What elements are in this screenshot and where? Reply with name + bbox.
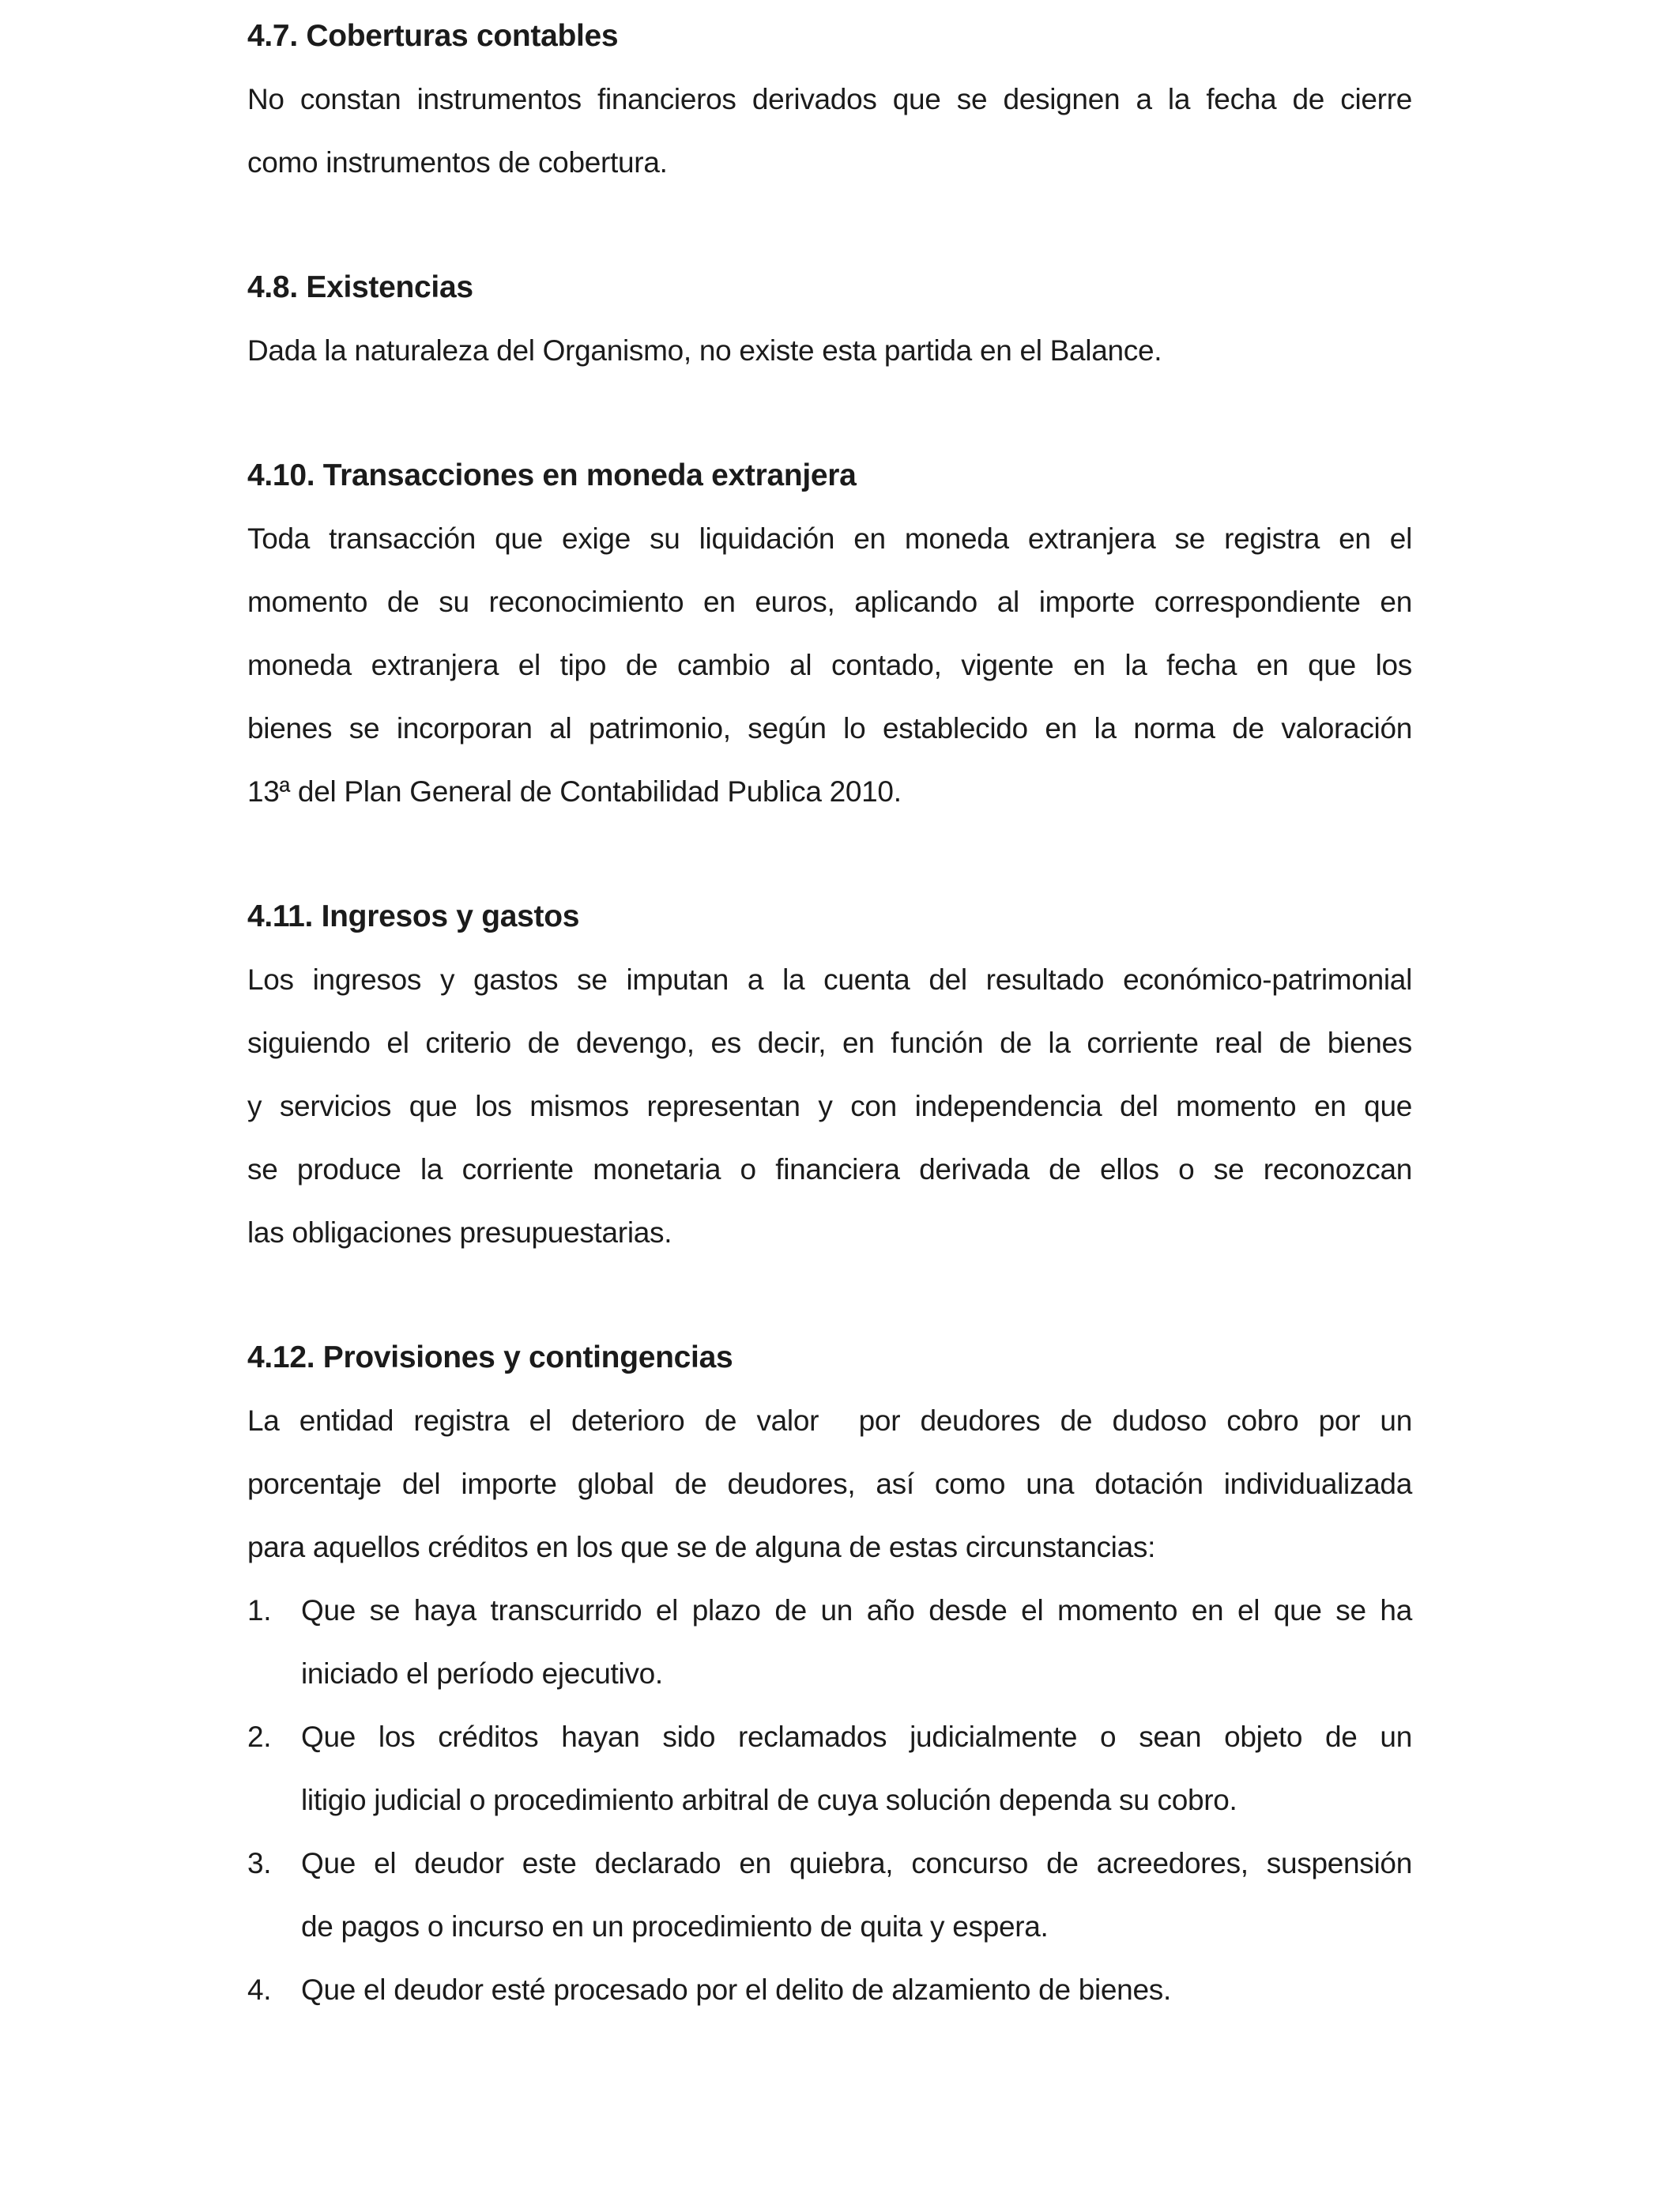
text-line: Que se haya transcurrido el plazo de un año desde el momento en el que se ha — [301, 1594, 1412, 1627]
paragraph-transacciones-moneda-extranjera — [247, 507, 1412, 824]
section-heading-provisiones-y-contingencias: 4.12. Provisiones y contingencias — [247, 1340, 733, 1374]
text-line: La entidad registra el deterioro de valor por deudores de dudoso cobro por un — [247, 1404, 1412, 1437]
text-line: se produce la corriente monetaria o financiera derivada de ellos o se reconozcan — [247, 1153, 1412, 1186]
list-item — [247, 1832, 1412, 1958]
list-item — [247, 1958, 1412, 2022]
list-item-text — [301, 1832, 1412, 1958]
text-line: de pagos o incurso en un procedimiento de quita y espera. — [301, 1910, 1049, 1943]
text-line: litigio judicial o procedimiento arbitral de cuya solución dependa su cobro. — [301, 1784, 1237, 1816]
section-4-11 — [247, 885, 1412, 1265]
list-item-text — [301, 1958, 1412, 2022]
text-line: Que el deudor este declarado en quiebra, concurso de acreedores, suspensión — [301, 1847, 1412, 1879]
paragraph-existencias — [247, 319, 1412, 383]
numbered-list-circunstancias — [247, 1579, 1412, 2022]
section-heading-ingresos-y-gastos: 4.11. Ingresos y gastos — [247, 899, 580, 933]
list-item-text — [301, 1579, 1412, 1706]
text-line: Toda transacción que exige su liquidación en moneda extranjera se registra en el — [247, 522, 1412, 555]
text-line: moneda extranjera el tipo de cambio al contado, vigente en la fecha en que los — [247, 649, 1412, 681]
list-item-number: 1. — [247, 1594, 272, 1627]
text-line: porcentaje del importe global de deudores, así como una dotación individualizada — [247, 1468, 1412, 1500]
text-line: No constan instrumentos financieros derivados que se designen a la fecha de cierre — [247, 83, 1412, 115]
text-line: bienes se incorporan al patrimonio, según lo establecido en la norma de valoración — [247, 712, 1412, 745]
text-line: Dada la naturaleza del Organismo, no existe esta partida en el Balance. — [247, 334, 1162, 367]
text-line: iniciado el período ejecutivo. — [301, 1657, 663, 1690]
text-line: 13ª del Plan General de Contabilidad Publica 2010. — [247, 775, 902, 808]
text-line: Que los créditos hayan sido reclamados judicialmente o sean objeto de un — [301, 1721, 1412, 1753]
text-line: momento de su reconocimiento en euros, aplicando al importe correspondiente en — [247, 586, 1412, 618]
list-item-number: 3. — [247, 1847, 272, 1879]
section-4-10 — [247, 444, 1412, 824]
list-item-number: 2. — [247, 1721, 272, 1753]
list-item-number: 4. — [247, 1973, 272, 2006]
list-item — [247, 1579, 1412, 1706]
text-line: como instrumentos de cobertura. — [247, 146, 668, 179]
text-line: las obligaciones presupuestarias. — [247, 1216, 672, 1249]
list-item — [247, 1706, 1412, 1832]
section-4-12 — [247, 1326, 1412, 2022]
paragraph-provisiones-y-contingencias — [247, 1389, 1412, 1579]
section-4-8 — [247, 256, 1412, 383]
text-line: Los ingresos y gastos se imputan a la cuenta del resultado económico-patrimonial — [247, 963, 1412, 996]
text-line: y servicios que los mismos representan y con independencia del momento en que — [247, 1090, 1412, 1122]
section-heading-transacciones-moneda-extranjera: 4.10. Transacciones en moneda extranjera — [247, 458, 857, 492]
text-line: Que el deudor esté procesado por el delito de alzamiento de bienes. — [301, 1973, 1171, 2006]
section-heading-existencias: 4.8. Existencias — [247, 270, 473, 304]
section-heading-coberturas-contables: 4.7. Coberturas contables — [247, 19, 619, 53]
section-4-7 — [247, 5, 1412, 194]
list-item-text — [301, 1706, 1412, 1832]
paragraph-ingresos-y-gastos — [247, 948, 1412, 1265]
text-line: siguiendo el criterio de devengo, es decir, en función de la corriente real de bienes — [247, 1027, 1412, 1059]
paragraph-coberturas-contables — [247, 68, 1412, 194]
text-line: para aquellos créditos en los que se de alguna de estas circunstancias: — [247, 1531, 1156, 1563]
